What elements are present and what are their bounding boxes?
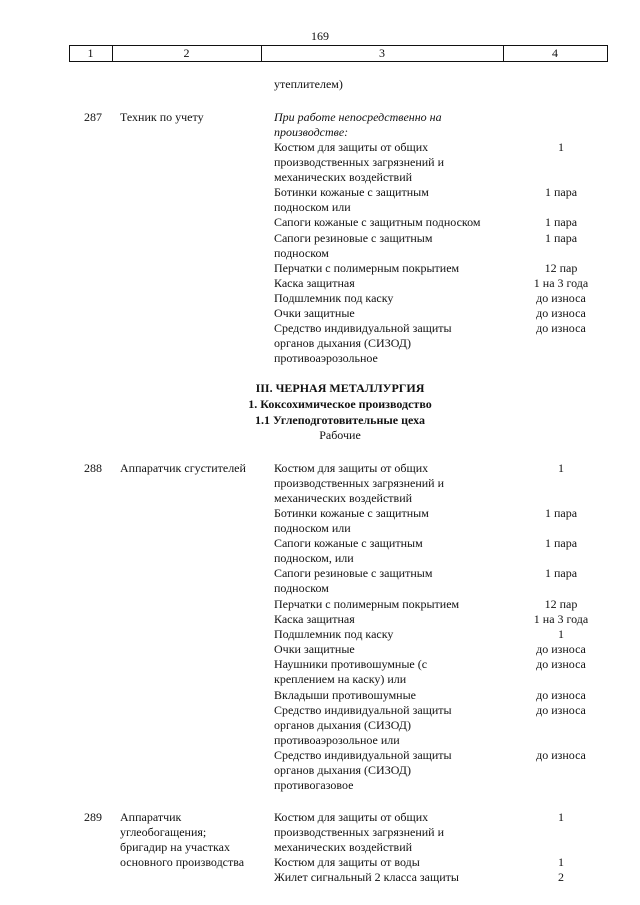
item-quantity: 1 пара [544, 185, 578, 199]
item-line: органов дыхания (СИЗОД) [274, 763, 411, 777]
item-quantity: 1 пара [544, 566, 578, 580]
header-divider [607, 46, 608, 61]
item-line: Костюм для защиты от общих [274, 461, 429, 475]
header-col-1: 1 [87, 46, 94, 60]
item-line: Очки защитные [274, 642, 355, 656]
item-line: креплением на каску) или [274, 672, 407, 686]
item-line: Очки защитные [274, 306, 355, 320]
item-line: Наушники противошумные (с [274, 657, 428, 671]
item-line: производственных загрязнений и [274, 825, 445, 839]
entry-position: бригадир на участках [120, 840, 230, 854]
item-line: Каска защитная [274, 612, 355, 626]
item-line: Вкладыши противошумные [274, 688, 416, 702]
entry-number: 287 [84, 110, 102, 124]
item-line: механических воздействий [274, 170, 413, 184]
item-quantity: 1 [558, 140, 564, 154]
item-quantity: до износа [536, 703, 586, 717]
item-quantity: 1 пара [544, 215, 578, 229]
item-quantity: 1 пара [544, 536, 578, 550]
item-quantity: 1 пара [544, 231, 578, 245]
item-quantity: 1 [558, 627, 564, 641]
entry-position: основного производства [120, 855, 245, 869]
item-quantity: 1 [558, 855, 564, 869]
item-line: подноском [274, 246, 329, 260]
item-quantity: до износа [536, 748, 586, 762]
section-title: III. ЧЕРНАЯ МЕТАЛЛУРГИЯ [255, 381, 425, 395]
item-line: противоаэрозольное [274, 351, 378, 365]
item-line: механических воздействий [274, 491, 413, 505]
item-quantity: до износа [536, 291, 586, 305]
item-line: органов дыхания (СИЗОД) [274, 336, 411, 350]
entry-note: При работе непосредственно на [274, 110, 442, 124]
entry-number: 289 [84, 810, 102, 824]
item-line: Средство индивидуальной защиты [274, 748, 452, 762]
header-col-4: 4 [552, 46, 558, 60]
header-col-3: 3 [379, 46, 385, 60]
item-line: производственных загрязнений и [274, 476, 445, 490]
item-line: Перчатки с полимерным покрытием [274, 261, 460, 275]
item-line: Каска защитная [274, 276, 355, 290]
item-line: Средство индивидуальной защиты [274, 321, 452, 335]
item-quantity: 12 пар [544, 261, 578, 275]
table-header [69, 45, 608, 62]
entry-position: Техник по учету [120, 110, 204, 124]
item-quantity: до износа [536, 321, 586, 335]
item-quantity: 2 [558, 870, 564, 884]
item-line: Ботинки кожаные с защитным [274, 506, 429, 520]
entry-note: производстве: [274, 125, 349, 139]
item-line: Ботинки кожаные с защитным [274, 185, 429, 199]
item-quantity: 1 пара [544, 506, 578, 520]
section-subsubtitle: 1.1 Углеподготовительные цеха [255, 413, 425, 427]
item-line: Костюм для защиты от общих [274, 810, 429, 824]
item-quantity: 1 на 3 года [533, 276, 589, 290]
item-line: органов дыхания (СИЗОД) [274, 718, 411, 732]
entry-position: углеобогащения; [120, 825, 207, 839]
item-quantity: до износа [536, 688, 586, 702]
entry-number: 288 [84, 461, 102, 475]
item-line: Костюм для защиты от воды [274, 855, 420, 869]
item-line: Сапоги резиновые с защитным [274, 231, 433, 245]
item-line: Перчатки с полимерным покрытием [274, 597, 460, 611]
item-line: Жилет сигнальный 2 класса защиты [274, 870, 459, 884]
item-quantity: до износа [536, 642, 586, 656]
item-line: подноском или [274, 521, 351, 535]
item-line: Средство индивидуальной защиты [274, 703, 452, 717]
item-line: Костюм для защиты от общих [274, 140, 429, 154]
item-quantity: до износа [536, 657, 586, 671]
entry-position: Аппаратчик сгустителей [120, 461, 246, 475]
item-line: Сапоги резиновые с защитным [274, 566, 433, 580]
item-line: Сапоги кожаные с защитным подноском [274, 215, 481, 229]
item-quantity: 1 на 3 года [533, 612, 589, 626]
item-line: Подшлемник под каску [274, 627, 394, 641]
worker-group-label: Рабочие [319, 428, 361, 442]
item-line: подноском или [274, 200, 351, 214]
item-quantity: до износа [536, 306, 586, 320]
item-line: производственных загрязнений и [274, 155, 445, 169]
item-quantity: 1 [558, 461, 564, 475]
item-line: механических воздействий [274, 840, 413, 854]
item-line: Сапоги кожаные с защитным [274, 536, 423, 550]
continuation-text: утеплителем) [274, 77, 343, 91]
section-subtitle: 1. Коксохимическое производство [248, 397, 432, 411]
header-col-2: 2 [183, 46, 190, 60]
item-line: противогазовое [274, 778, 354, 792]
entry-position: Аппаратчик [120, 810, 182, 824]
item-line: подноском, или [274, 551, 354, 565]
item-quantity: 12 пар [544, 597, 578, 611]
item-quantity: 1 [558, 810, 564, 824]
item-line: подноском [274, 581, 329, 595]
item-line: противоаэрозольное или [274, 733, 400, 747]
page-number: 169 [311, 29, 329, 43]
item-line: Подшлемник под каску [274, 291, 394, 305]
